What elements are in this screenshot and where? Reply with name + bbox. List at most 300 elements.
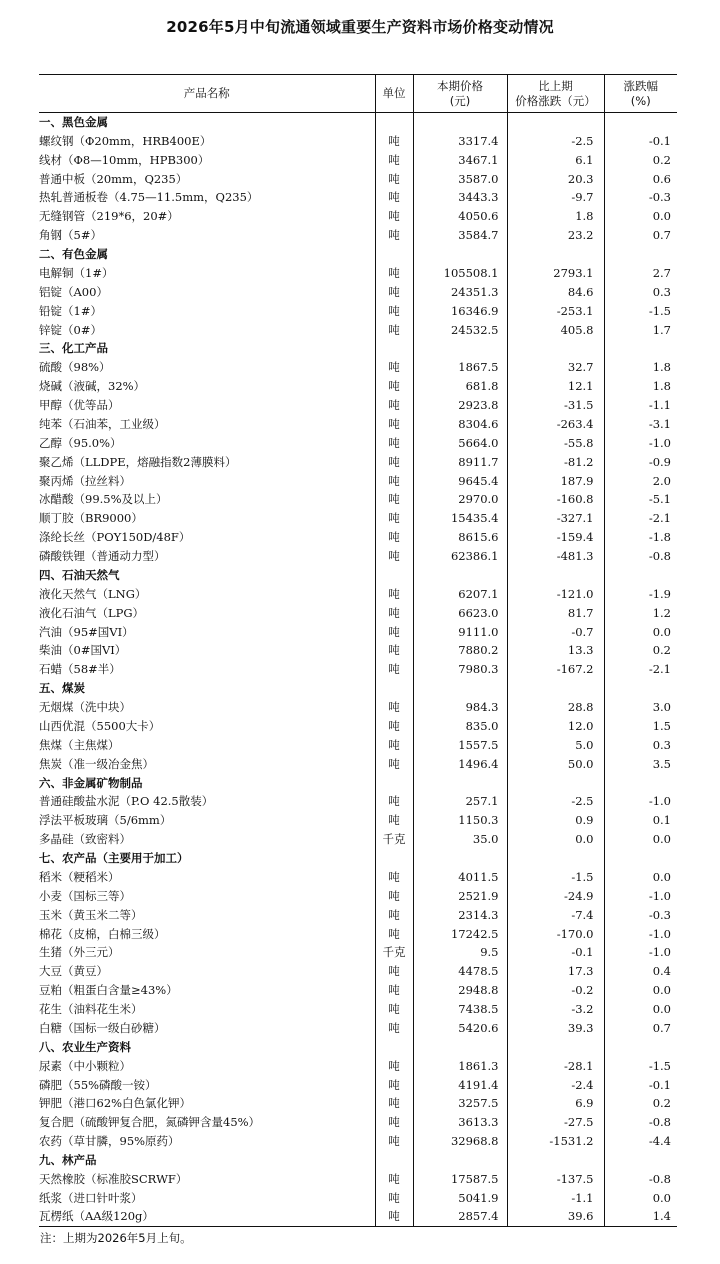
unit-cell: 吨	[375, 509, 413, 528]
table-row	[39, 792, 677, 811]
product-name: 石蜡（58#半）	[39, 662, 121, 677]
change-cell: 20.3	[507, 169, 604, 188]
pct-cell: 0.3	[604, 735, 677, 754]
table-row	[39, 886, 677, 905]
price-cell: 3584.7	[413, 226, 507, 245]
category-name: 八、农业生产资料	[39, 1039, 131, 1054]
product-name: 磷肥（55%磷酸一铵）	[39, 1077, 157, 1092]
unit-cell: 吨	[375, 282, 413, 301]
price-cell: 1496.4	[413, 754, 507, 773]
pct-cell: -2.1	[604, 509, 677, 528]
table-row	[39, 1132, 677, 1151]
pct-cell: -0.8	[604, 1113, 677, 1132]
change-cell: -28.1	[507, 1056, 604, 1075]
unit-cell: 吨	[375, 528, 413, 547]
table-row	[39, 717, 677, 736]
change-cell: 39.6	[507, 1207, 604, 1226]
product-name: 农药（草甘膦，95%原药）	[39, 1134, 180, 1149]
unit-cell: 吨	[375, 754, 413, 773]
change-cell: 32.7	[507, 358, 604, 377]
unit-cell-empty	[375, 566, 413, 585]
unit-cell: 吨	[375, 1113, 413, 1132]
change-cell: 5.0	[507, 735, 604, 754]
unit-cell: 千克	[375, 830, 413, 849]
table-row	[39, 188, 677, 207]
pct-cell: 0.0	[604, 868, 677, 887]
unit-cell-empty	[375, 339, 413, 358]
category-row	[39, 773, 677, 792]
table-row	[39, 320, 677, 339]
price-cell-empty	[413, 849, 507, 868]
unit-cell: 吨	[375, 641, 413, 660]
category-row	[39, 1151, 677, 1170]
unit-cell-empty	[375, 113, 413, 132]
change-cell: -3.2	[507, 1000, 604, 1019]
change-cell-empty	[507, 245, 604, 264]
product-name: 天然橡胶（标准胶SCRWF）	[39, 1171, 188, 1186]
change-cell: -137.5	[507, 1170, 604, 1189]
unit-cell: 吨	[375, 962, 413, 981]
table-row	[39, 1019, 677, 1038]
price-cell: 9111.0	[413, 622, 507, 641]
table-row	[39, 471, 677, 490]
change-cell: 1.8	[507, 207, 604, 226]
pct-cell: -0.8	[604, 1170, 677, 1189]
unit-cell: 吨	[375, 584, 413, 603]
price-cell: 2970.0	[413, 490, 507, 509]
pct-cell-empty	[604, 773, 677, 792]
change-cell: -160.8	[507, 490, 604, 509]
product-name: 烧碱（液碱，32%）	[39, 379, 146, 394]
category-name: 一、黑色金属	[39, 115, 108, 130]
pct-cell: -2.1	[604, 660, 677, 679]
product-name: 硫酸（98%）	[39, 360, 111, 375]
product-name: 瓦楞纸（AA级120g）	[39, 1207, 375, 1226]
table-row	[39, 131, 677, 150]
change-cell: -1.1	[507, 1188, 604, 1207]
table-row	[39, 754, 677, 773]
table-row	[39, 830, 677, 849]
price-cell: 5420.6	[413, 1019, 507, 1038]
pct-cell: 1.8	[604, 377, 677, 396]
unit-cell: 吨	[375, 1094, 413, 1113]
change-cell: 39.3	[507, 1019, 604, 1038]
product-name: 豆粕（粗蛋白含量≥43%）	[39, 983, 178, 998]
header-price	[413, 75, 507, 113]
header-change-line1: 比上期	[538, 78, 573, 93]
product-name: 大豆（黄豆）	[39, 964, 108, 979]
price-cell: 1557.5	[413, 735, 507, 754]
category-name: 二、有色金属	[39, 247, 108, 262]
change-cell: 12.0	[507, 717, 604, 736]
product-name: 棉花（皮棉，白棉三级）	[39, 926, 166, 941]
unit-cell: 吨	[375, 603, 413, 622]
change-cell: 17.3	[507, 962, 604, 981]
unit-cell-empty	[375, 849, 413, 868]
table-row	[39, 1113, 677, 1132]
table-row	[39, 528, 677, 547]
pct-cell: -1.0	[604, 792, 677, 811]
product-name: 花生（油料花生米）	[39, 1002, 143, 1017]
change-cell-empty	[507, 1151, 604, 1170]
unit-cell: 吨	[375, 188, 413, 207]
change-cell: -24.9	[507, 886, 604, 905]
pct-cell: 0.0	[604, 622, 677, 641]
pct-cell: -1.8	[604, 528, 677, 547]
unit-cell: 吨	[375, 396, 413, 415]
price-cell-empty	[413, 679, 507, 698]
change-cell-empty	[507, 773, 604, 792]
table-row	[39, 1075, 677, 1094]
pct-cell: 1.7	[604, 320, 677, 339]
price-cell: 9.5	[413, 943, 507, 962]
header-price-line2: (元)	[449, 93, 471, 108]
unit-cell: 吨	[375, 320, 413, 339]
pct-cell: 2.0	[604, 471, 677, 490]
price-cell: 2857.4	[413, 1207, 507, 1226]
unit-cell: 吨	[375, 131, 413, 150]
table-row	[39, 584, 677, 603]
table-row	[39, 1170, 677, 1189]
unit-cell: 吨	[375, 660, 413, 679]
change-cell: 81.7	[507, 603, 604, 622]
pct-cell: -5.1	[604, 490, 677, 509]
table-row	[39, 1094, 677, 1113]
unit-cell: 吨	[375, 717, 413, 736]
change-cell: -31.5	[507, 396, 604, 415]
table-row	[39, 433, 677, 452]
table-row	[39, 905, 677, 924]
change-cell-empty	[507, 339, 604, 358]
price-cell: 3613.3	[413, 1113, 507, 1132]
unit-cell-empty	[375, 679, 413, 698]
unit-cell: 吨	[375, 207, 413, 226]
change-cell: -7.4	[507, 905, 604, 924]
product-name: 磷酸铁锂（普通动力型）	[39, 549, 166, 564]
change-cell: -55.8	[507, 433, 604, 452]
table-row	[39, 282, 677, 301]
footnote: 注：上期为2026年5月上旬。	[40, 1231, 192, 1245]
change-cell: -0.2	[507, 981, 604, 1000]
price-cell: 1867.5	[413, 358, 507, 377]
table-row	[39, 641, 677, 660]
category-name: 九、林产品	[39, 1153, 97, 1168]
product-name: 普通中板（20mm，Q235）	[39, 171, 188, 186]
unit-cell: 吨	[375, 1075, 413, 1094]
product-name: 角钢（5#）	[39, 228, 102, 243]
pct-cell: 1.5	[604, 717, 677, 736]
unit-cell: 千克	[375, 943, 413, 962]
price-cell: 16346.9	[413, 301, 507, 320]
unit-cell: 吨	[375, 471, 413, 490]
unit-cell-empty	[375, 773, 413, 792]
unit-cell: 吨	[375, 905, 413, 924]
table-row	[39, 943, 677, 962]
change-cell: -0.1	[507, 943, 604, 962]
table-row	[39, 698, 677, 717]
pct-cell: 0.0	[604, 1188, 677, 1207]
pct-cell: 0.1	[604, 811, 677, 830]
price-cell-empty	[413, 1037, 507, 1056]
price-cell: 7438.5	[413, 1000, 507, 1019]
price-cell: 3587.0	[413, 169, 507, 188]
category-row	[39, 245, 677, 264]
pct-cell: -0.8	[604, 547, 677, 566]
change-cell: 0.0	[507, 830, 604, 849]
header-change-line2: 价格涨跌（元）	[515, 93, 596, 108]
pct-cell: 3.0	[604, 698, 677, 717]
price-cell: 105508.1	[413, 264, 507, 283]
change-cell: -253.1	[507, 301, 604, 320]
product-name: 液化天然气（LNG）	[39, 586, 147, 601]
price-cell: 3257.5	[413, 1094, 507, 1113]
unit-cell: 吨	[375, 264, 413, 283]
pct-cell-empty	[604, 1037, 677, 1056]
table-row	[39, 226, 677, 245]
price-cell: 17587.5	[413, 1170, 507, 1189]
change-cell-empty	[507, 566, 604, 585]
table-row	[39, 1188, 677, 1207]
price-cell: 6207.1	[413, 584, 507, 603]
unit-cell: 吨	[375, 1207, 413, 1226]
product-name: 复合肥（硫酸钾复合肥，氮磷钾含量45%）	[39, 1115, 261, 1130]
change-cell: -0.7	[507, 622, 604, 641]
table-row	[39, 981, 677, 1000]
product-name: 小麦（国标三等）	[39, 888, 131, 903]
product-name: 焦炭（准一级冶金焦）	[39, 756, 154, 771]
header-change	[507, 75, 604, 113]
category-row	[39, 679, 677, 698]
price-cell: 4050.6	[413, 207, 507, 226]
pct-cell: -4.4	[604, 1132, 677, 1151]
unit-cell: 吨	[375, 886, 413, 905]
price-cell: 681.8	[413, 377, 507, 396]
page-title: 2026年5月中旬流通领域重要生产资料市场价格变动情况	[166, 18, 554, 36]
price-cell-empty	[413, 1151, 507, 1170]
product-name: 普通硅酸盐水泥（P.O 42.5散装）	[39, 794, 214, 809]
pct-cell: 1.4	[604, 1207, 677, 1226]
unit-cell: 吨	[375, 377, 413, 396]
pct-cell: -0.1	[604, 131, 677, 150]
price-cell: 24532.5	[413, 320, 507, 339]
pct-cell: 0.0	[604, 207, 677, 226]
table-row	[39, 452, 677, 471]
pct-cell: 0.2	[604, 150, 677, 169]
unit-cell-empty	[375, 245, 413, 264]
product-name: 液化石油气（LPG）	[39, 605, 145, 620]
category-name: 五、煤炭	[39, 681, 85, 696]
unit-cell-empty	[375, 1151, 413, 1170]
change-cell-empty	[507, 849, 604, 868]
category-name: 七、农产品（主要用于加工）	[39, 851, 189, 866]
product-name: 聚丙烯（拉丝料）	[39, 473, 131, 488]
pct-cell: -1.9	[604, 584, 677, 603]
price-cell: 8304.6	[413, 415, 507, 434]
unit-cell: 吨	[375, 1019, 413, 1038]
product-name: 纯苯（石油苯，工业级）	[39, 416, 166, 431]
unit-cell: 吨	[375, 792, 413, 811]
change-cell: 13.3	[507, 641, 604, 660]
change-cell: 187.9	[507, 471, 604, 490]
unit-cell: 吨	[375, 433, 413, 452]
product-name: 多晶硅（致密料）	[39, 832, 131, 847]
product-name: 汽油（95#国VI）	[39, 624, 134, 639]
unit-cell: 吨	[375, 1188, 413, 1207]
change-cell-empty	[507, 1037, 604, 1056]
pct-cell: -1.5	[604, 301, 677, 320]
product-name: 热轧普通板卷（4.75—11.5mm，Q235）	[39, 190, 259, 205]
unit-cell: 吨	[375, 1170, 413, 1189]
table-row	[39, 358, 677, 377]
product-name: 钾肥（港口62%白色氯化钾）	[39, 1096, 192, 1111]
change-cell: -121.0	[507, 584, 604, 603]
change-cell: 6.9	[507, 1094, 604, 1113]
change-cell: -263.4	[507, 415, 604, 434]
price-cell: 8615.6	[413, 528, 507, 547]
unit-cell: 吨	[375, 622, 413, 641]
pct-cell: -1.1	[604, 396, 677, 415]
unit-cell: 吨	[375, 150, 413, 169]
change-cell-empty	[507, 679, 604, 698]
category-name: 三、化工产品	[39, 341, 108, 356]
change-cell: 23.2	[507, 226, 604, 245]
product-name: 浮法平板玻璃（5/6mm）	[39, 813, 172, 828]
price-cell: 2314.3	[413, 905, 507, 924]
pct-cell: 0.2	[604, 1094, 677, 1113]
price-cell: 984.3	[413, 698, 507, 717]
product-name: 生猪（外三元）	[39, 945, 120, 960]
table-row	[39, 622, 677, 641]
pct-cell: 0.7	[604, 226, 677, 245]
pct-cell: -1.0	[604, 433, 677, 452]
change-cell: -170.0	[507, 924, 604, 943]
price-cell: 9645.4	[413, 471, 507, 490]
unit-cell: 吨	[375, 415, 413, 434]
change-cell: 12.1	[507, 377, 604, 396]
unit-cell: 吨	[375, 1132, 413, 1151]
pct-cell: 2.7	[604, 264, 677, 283]
header-pct-line1: 涨跌幅	[623, 78, 658, 93]
change-cell: -2.5	[507, 792, 604, 811]
pct-cell: 1.2	[604, 603, 677, 622]
pct-cell-empty	[604, 679, 677, 698]
change-cell: 2793.1	[507, 264, 604, 283]
product-name: 乙醇（95.0%）	[39, 435, 122, 450]
table-row	[39, 509, 677, 528]
category-row	[39, 339, 677, 358]
pct-cell: -0.3	[604, 905, 677, 924]
product-name: 纸浆（进口针叶浆）	[39, 1190, 143, 1205]
table-row	[39, 603, 677, 622]
price-cell: 257.1	[413, 792, 507, 811]
price-cell: 7980.3	[413, 660, 507, 679]
price-cell-empty	[413, 113, 507, 132]
change-cell-empty	[507, 113, 604, 132]
change-cell: -81.2	[507, 452, 604, 471]
pct-cell-empty	[604, 566, 677, 585]
category-name: 六、非金属矿物制品	[39, 775, 143, 790]
category-row	[39, 113, 677, 132]
change-cell: 28.8	[507, 698, 604, 717]
price-cell: 24351.3	[413, 282, 507, 301]
product-name: 电解铜（1#）	[39, 265, 114, 280]
table-row	[39, 415, 677, 434]
price-cell-empty	[413, 773, 507, 792]
price-cell: 3467.1	[413, 150, 507, 169]
unit-cell: 吨	[375, 811, 413, 830]
table-row	[39, 490, 677, 509]
product-name: 聚乙烯（LLDPE，熔融指数2薄膜料）	[39, 454, 237, 469]
pct-cell: 1.8	[604, 358, 677, 377]
change-cell: -2.5	[507, 131, 604, 150]
table-row	[39, 962, 677, 981]
price-cell: 6623.0	[413, 603, 507, 622]
pct-cell: -0.1	[604, 1075, 677, 1094]
change-cell: -1531.2	[507, 1132, 604, 1151]
table-row	[39, 811, 677, 830]
product-name: 柴油（0#国VI）	[39, 643, 127, 658]
unit-cell: 吨	[375, 698, 413, 717]
change-cell: 6.1	[507, 150, 604, 169]
unit-cell: 吨	[375, 1056, 413, 1075]
change-cell: -327.1	[507, 509, 604, 528]
product-name: 白糖（国标一级白砂糖）	[39, 1020, 166, 1035]
change-cell: 84.6	[507, 282, 604, 301]
price-cell-empty	[413, 339, 507, 358]
table-row	[39, 301, 677, 320]
change-cell: -1.5	[507, 868, 604, 887]
table-row	[39, 1056, 677, 1075]
header-pct-line2: (%)	[630, 93, 651, 108]
category-row	[39, 566, 677, 585]
table-row	[39, 396, 677, 415]
pct-cell: 0.0	[604, 981, 677, 1000]
price-cell: 2521.9	[413, 886, 507, 905]
product-name: 无烟煤（洗中块）	[39, 700, 131, 715]
table-row	[39, 169, 677, 188]
product-name: 焦煤（主焦煤）	[39, 737, 120, 752]
pct-cell: -1.0	[604, 886, 677, 905]
table-row	[39, 207, 677, 226]
unit-cell: 吨	[375, 452, 413, 471]
product-name: 玉米（黄玉米二等）	[39, 907, 143, 922]
price-cell: 4478.5	[413, 962, 507, 981]
pct-cell-empty	[604, 113, 677, 132]
product-name: 尿素（中小颗粒）	[39, 1058, 131, 1073]
header-name: 产品名称	[39, 75, 375, 113]
product-name: 甲醇（优等品）	[39, 398, 120, 413]
category-row	[39, 1037, 677, 1056]
price-cell: 62386.1	[413, 547, 507, 566]
price-cell: 835.0	[413, 717, 507, 736]
pct-cell: 0.2	[604, 641, 677, 660]
header-row	[39, 75, 677, 113]
unit-cell: 吨	[375, 1000, 413, 1019]
price-cell: 32968.8	[413, 1132, 507, 1151]
pct-cell-empty	[604, 849, 677, 868]
unit-cell: 吨	[375, 981, 413, 1000]
change-cell: -9.7	[507, 188, 604, 207]
product-name: 山西优混（5500大卡）	[39, 718, 161, 733]
unit-cell: 吨	[375, 868, 413, 887]
change-cell: -27.5	[507, 1113, 604, 1132]
price-table	[39, 74, 677, 1227]
price-cell: 1861.3	[413, 1056, 507, 1075]
product-name: 顺丁胶（BR9000）	[39, 511, 143, 526]
unit-cell: 吨	[375, 735, 413, 754]
price-cell: 3317.4	[413, 131, 507, 150]
pct-cell: 0.4	[604, 962, 677, 981]
